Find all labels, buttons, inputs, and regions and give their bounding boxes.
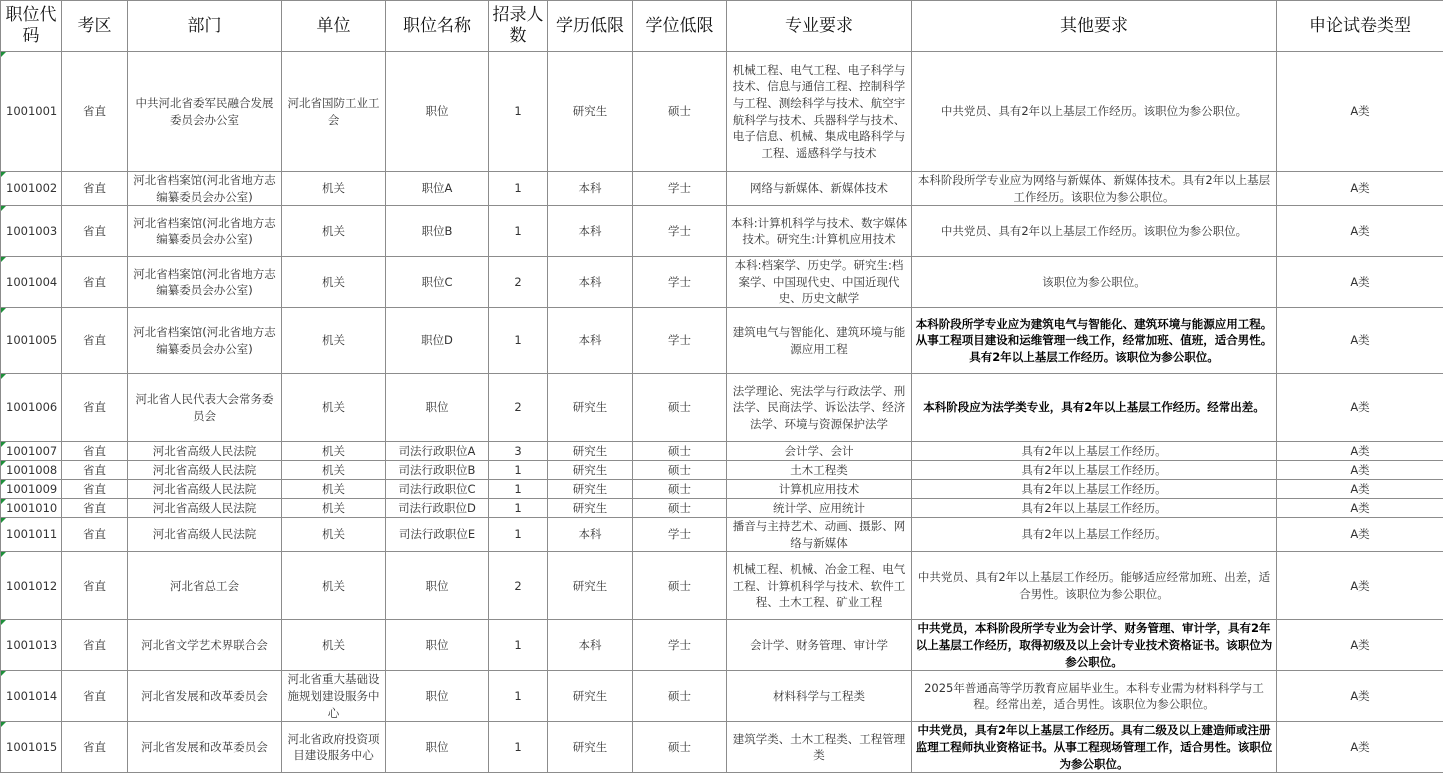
cell-edu[interactable]: 本科 [548, 518, 633, 552]
cell-area[interactable]: 省直 [62, 442, 128, 461]
table-row [1, 722, 1443, 773]
cell-pos[interactable]: 职位C [386, 257, 489, 308]
cell-unit[interactable]: 机关 [282, 461, 386, 480]
cell-dept[interactable]: 中共河北省委军民融合发展委员会办公室 [128, 52, 282, 172]
cell-other[interactable]: 中共党员、具有2年以上基层工作经历。该职位为参公职位。 [912, 206, 1277, 257]
cell-num[interactable]: 1 [489, 461, 548, 480]
cell-deg[interactable]: 学士 [633, 620, 727, 671]
table-row [1, 206, 1443, 257]
cell-unit[interactable]: 河北省国防工业工会 [282, 52, 386, 172]
cell-edu[interactable]: 本科 [548, 172, 633, 206]
table-row [1, 518, 1443, 552]
cell-dept[interactable]: 河北省档案馆(河北省地方志编纂委员会办公室) [128, 206, 282, 257]
cell-major[interactable]: 土木工程类 [727, 461, 912, 480]
cell-other[interactable]: 具有2年以上基层工作经历。 [912, 461, 1277, 480]
cell-deg[interactable]: 硕士 [633, 722, 727, 773]
cell-other[interactable]: 具有2年以上基层工作经历。 [912, 480, 1277, 499]
cell-area[interactable]: 省直 [62, 461, 128, 480]
cell-paper[interactable]: A类 [1277, 206, 1443, 257]
cell-area[interactable]: 省直 [62, 620, 128, 671]
cell-other[interactable]: 2025年普通高等学历教育应届毕业生。本科专业需为材料科学与工程。经常出差，适合男性。该职位为参公职位。 [912, 671, 1277, 722]
cell-other[interactable]: 本科阶段所学专业应为建筑电气与智能化、建筑环境与能源应用工程。从事工程项目建设和运维管理一线工作，经常加班、值班，适合男性。具有2年以上基层工作经历。该职位为参公职位。 [912, 308, 1277, 374]
cell-major[interactable]: 播音与主持艺术、动画、摄影、网络与新媒体 [727, 518, 912, 552]
cell-edu[interactable]: 研究生 [548, 499, 633, 518]
cell-unit[interactable]: 机关 [282, 308, 386, 374]
cell-major[interactable]: 计算机应用技术 [727, 480, 912, 499]
table-row [1, 442, 1443, 461]
header-major[interactable]: 专业要求 [727, 1, 912, 52]
cell-area[interactable]: 省直 [62, 374, 128, 442]
cell-other[interactable]: 本科阶段所学专业应为网络与新媒体、新媒体技术。具有2年以上基层工作经历。该职位为参公职位。 [912, 172, 1277, 206]
header-num[interactable]: 招录人数 [489, 1, 548, 52]
cell-major[interactable]: 建筑电气与智能化、建筑环境与能源应用工程 [727, 308, 912, 374]
cell-edu[interactable]: 研究生 [548, 722, 633, 773]
cell-deg[interactable]: 学士 [633, 206, 727, 257]
cell-area[interactable]: 省直 [62, 172, 128, 206]
cell-code[interactable]: 1001014 [1, 671, 62, 722]
table-row [1, 257, 1443, 308]
cell-major[interactable]: 建筑学类、土木工程类、工程管理类 [727, 722, 912, 773]
cell-deg[interactable]: 硕士 [633, 442, 727, 461]
cell-paper[interactable]: A类 [1277, 722, 1443, 773]
cell-num[interactable]: 2 [489, 552, 548, 620]
cell-code[interactable]: 1001001 [1, 52, 62, 172]
cell-pos[interactable]: 职位 [386, 52, 489, 172]
cell-edu[interactable]: 本科 [548, 308, 633, 374]
cell-num[interactable]: 1 [489, 671, 548, 722]
cell-deg[interactable]: 学士 [633, 518, 727, 552]
cell-code[interactable]: 1001007 [1, 442, 62, 461]
header-deg[interactable]: 学位低限 [633, 1, 727, 52]
cell-code[interactable]: 1001015 [1, 722, 62, 773]
table-row [1, 461, 1443, 480]
cell-num[interactable]: 2 [489, 374, 548, 442]
cell-edu[interactable]: 研究生 [548, 442, 633, 461]
header-pos[interactable]: 职位名称 [386, 1, 489, 52]
cell-unit[interactable]: 河北省重大基础设施规划建设服务中心 [282, 671, 386, 722]
cell-deg[interactable]: 硕士 [633, 52, 727, 172]
cell-code[interactable]: 1001005 [1, 308, 62, 374]
cell-num[interactable]: 1 [489, 722, 548, 773]
cell-paper[interactable]: A类 [1277, 374, 1443, 442]
cell-num[interactable]: 1 [489, 52, 548, 172]
cell-dept[interactable]: 河北省文学艺术界联合会 [128, 620, 282, 671]
cell-deg[interactable]: 硕士 [633, 461, 727, 480]
cell-code[interactable]: 1001009 [1, 480, 62, 499]
cell-dept[interactable]: 河北省高级人民法院 [128, 442, 282, 461]
cell-unit[interactable]: 机关 [282, 442, 386, 461]
cell-dept[interactable]: 河北省发展和改革委员会 [128, 671, 282, 722]
cell-major[interactable]: 会计学、会计 [727, 442, 912, 461]
cell-edu[interactable]: 研究生 [548, 552, 633, 620]
cell-other[interactable]: 具有2年以上基层工作经历。 [912, 518, 1277, 552]
cell-paper[interactable]: A类 [1277, 172, 1443, 206]
cell-unit[interactable]: 机关 [282, 499, 386, 518]
cell-area[interactable]: 省直 [62, 722, 128, 773]
cell-major[interactable]: 法学理论、宪法学与行政法学、刑法学、民商法学、诉讼法学、经济法学、环境与资源保护法学 [727, 374, 912, 442]
cell-pos[interactable]: 职位 [386, 620, 489, 671]
cell-area[interactable]: 省直 [62, 671, 128, 722]
cell-paper[interactable]: A类 [1277, 620, 1443, 671]
cell-area[interactable]: 省直 [62, 308, 128, 374]
header-paper[interactable]: 申论试卷类型 [1277, 1, 1443, 52]
header-area[interactable]: 考区 [62, 1, 128, 52]
cell-other[interactable]: 本科阶段应为法学类专业，具有2年以上基层工作经历。经常出差。 [912, 374, 1277, 442]
cell-paper[interactable]: A类 [1277, 257, 1443, 308]
cell-major[interactable]: 本科:计算机科学与技术、数字媒体技术。研究生:计算机应用技术 [727, 206, 912, 257]
cell-deg[interactable]: 学士 [633, 257, 727, 308]
cell-area[interactable]: 省直 [62, 52, 128, 172]
cell-dept[interactable]: 河北省档案馆(河北省地方志编纂委员会办公室) [128, 308, 282, 374]
cell-paper[interactable]: A类 [1277, 52, 1443, 172]
cell-paper[interactable]: A类 [1277, 480, 1443, 499]
cell-pos[interactable]: 职位 [386, 671, 489, 722]
cell-pos[interactable]: 司法行政职位A [386, 442, 489, 461]
header-other[interactable]: 其他要求 [912, 1, 1277, 52]
cell-paper[interactable]: A类 [1277, 552, 1443, 620]
cell-code[interactable]: 1001010 [1, 499, 62, 518]
cell-paper[interactable]: A类 [1277, 499, 1443, 518]
cell-dept[interactable]: 河北省高级人民法院 [128, 518, 282, 552]
table-row [1, 308, 1443, 374]
cell-unit[interactable]: 机关 [282, 172, 386, 206]
cell-deg[interactable]: 学士 [633, 172, 727, 206]
cell-area[interactable]: 省直 [62, 206, 128, 257]
cell-other[interactable]: 中共党员，本科阶段所学专业为会计学、财务管理、审计学，具有2年以上基层工作经历，取得初级及以上会计专业技术资格证书。该职位为参公职位。 [912, 620, 1277, 671]
cell-major[interactable]: 网络与新媒体、新媒体技术 [727, 172, 912, 206]
cell-num[interactable]: 1 [489, 518, 548, 552]
table-row [1, 172, 1443, 206]
cell-area[interactable]: 省直 [62, 480, 128, 499]
cell-num[interactable]: 1 [489, 172, 548, 206]
cell-deg[interactable]: 硕士 [633, 499, 727, 518]
cell-area[interactable]: 省直 [62, 518, 128, 552]
cell-edu[interactable]: 研究生 [548, 671, 633, 722]
table-row [1, 52, 1443, 172]
cell-code[interactable]: 1001006 [1, 374, 62, 442]
cell-deg[interactable]: 硕士 [633, 552, 727, 620]
cell-dept[interactable]: 河北省高级人民法院 [128, 461, 282, 480]
cell-edu[interactable]: 研究生 [548, 480, 633, 499]
cell-paper[interactable]: A类 [1277, 308, 1443, 374]
cell-paper[interactable]: A类 [1277, 518, 1443, 552]
cell-major[interactable]: 统计学、应用统计 [727, 499, 912, 518]
table-row [1, 499, 1443, 518]
cell-code[interactable]: 1001003 [1, 206, 62, 257]
cell-dept[interactable]: 河北省档案馆(河北省地方志编纂委员会办公室) [128, 257, 282, 308]
cell-deg[interactable]: 硕士 [633, 374, 727, 442]
cell-major[interactable]: 机械工程、电气工程、电子科学与技术、信息与通信工程、控制科学与工程、测绘科学与技术、航空宇航科学与技术、兵器科学与技术、电子信息、机械、集成电路科学与工程、遥感科学与技术 [727, 52, 912, 172]
cell-edu[interactable]: 本科 [548, 257, 633, 308]
cell-num[interactable]: 1 [489, 308, 548, 374]
cell-pos[interactable]: 职位 [386, 552, 489, 620]
cell-dept[interactable]: 河北省档案馆(河北省地方志编纂委员会办公室) [128, 172, 282, 206]
cell-other[interactable]: 中共党员、具有2年以上基层工作经历。能够适应经常加班、出差，适合男性。该职位为参公职位。 [912, 552, 1277, 620]
cell-pos[interactable]: 职位B [386, 206, 489, 257]
cell-num[interactable]: 2 [489, 257, 548, 308]
cell-code[interactable]: 1001011 [1, 518, 62, 552]
cell-edu[interactable]: 本科 [548, 620, 633, 671]
cell-unit[interactable]: 机关 [282, 374, 386, 442]
cell-num[interactable]: 1 [489, 206, 548, 257]
cell-num[interactable]: 1 [489, 480, 548, 499]
cell-code[interactable]: 1001012 [1, 552, 62, 620]
cell-other[interactable]: 中共党员，具有2年以上基层工作经历。具有二级及以上建造师或注册监理工程师执业资格证书。从事工程现场管理工作，适合男性。该职位为参公职位。 [912, 722, 1277, 773]
header-row [1, 1, 1443, 52]
cell-code[interactable]: 1001013 [1, 620, 62, 671]
cell-deg[interactable]: 硕士 [633, 480, 727, 499]
cell-major[interactable]: 会计学、财务管理、审计学 [727, 620, 912, 671]
cell-unit[interactable]: 机关 [282, 552, 386, 620]
table-row [1, 480, 1443, 499]
cell-pos[interactable]: 司法行政职位B [386, 461, 489, 480]
header-code[interactable]: 职位代码 [1, 1, 62, 52]
cell-edu[interactable]: 研究生 [548, 52, 633, 172]
table-row [1, 374, 1443, 442]
cell-unit[interactable]: 河北省政府投资项目建设服务中心 [282, 722, 386, 773]
cell-area[interactable]: 省直 [62, 552, 128, 620]
cell-pos[interactable]: 职位 [386, 722, 489, 773]
cell-other[interactable]: 具有2年以上基层工作经历。 [912, 442, 1277, 461]
cell-edu[interactable]: 研究生 [548, 374, 633, 442]
cell-num[interactable]: 3 [489, 442, 548, 461]
cell-major[interactable]: 材料科学与工程类 [727, 671, 912, 722]
cell-other[interactable]: 具有2年以上基层工作经历。 [912, 499, 1277, 518]
cell-area[interactable]: 省直 [62, 499, 128, 518]
table-row [1, 671, 1443, 722]
cell-unit[interactable]: 机关 [282, 518, 386, 552]
cell-dept[interactable]: 河北省高级人民法院 [128, 480, 282, 499]
header-unit[interactable]: 单位 [282, 1, 386, 52]
cell-major[interactable]: 本科:档案学、历史学。研究生:档案学、中国现代史、中国近现代史、历史文献学 [727, 257, 912, 308]
cell-unit[interactable]: 机关 [282, 257, 386, 308]
cell-edu[interactable]: 本科 [548, 206, 633, 257]
cell-dept[interactable]: 河北省人民代表大会常务委员会 [128, 374, 282, 442]
cell-other[interactable]: 该职位为参公职位。 [912, 257, 1277, 308]
table-row [1, 620, 1443, 671]
table-row [1, 552, 1443, 620]
cell-paper[interactable]: A类 [1277, 442, 1443, 461]
cell-dept[interactable]: 河北省总工会 [128, 552, 282, 620]
cell-other[interactable]: 中共党员、具有2年以上基层工作经历。该职位为参公职位。 [912, 52, 1277, 172]
cell-pos[interactable]: 职位D [386, 308, 489, 374]
cell-deg[interactable]: 学士 [633, 308, 727, 374]
cell-pos[interactable]: 司法行政职位E [386, 518, 489, 552]
cell-pos[interactable]: 职位A [386, 172, 489, 206]
cell-unit[interactable]: 机关 [282, 620, 386, 671]
cell-paper[interactable]: A类 [1277, 461, 1443, 480]
cell-unit[interactable]: 机关 [282, 480, 386, 499]
cell-paper[interactable]: A类 [1277, 671, 1443, 722]
cell-major[interactable]: 机械工程、机械、冶金工程、电气工程、计算机科学与技术、软件工程、土木工程、矿业工程 [727, 552, 912, 620]
header-dept[interactable]: 部门 [128, 1, 282, 52]
cell-pos[interactable]: 司法行政职位C [386, 480, 489, 499]
cell-code[interactable]: 1001008 [1, 461, 62, 480]
cell-unit[interactable]: 机关 [282, 206, 386, 257]
cell-edu[interactable]: 研究生 [548, 461, 633, 480]
cell-pos[interactable]: 职位 [386, 374, 489, 442]
cell-dept[interactable]: 河北省发展和改革委员会 [128, 722, 282, 773]
cell-deg[interactable]: 硕士 [633, 671, 727, 722]
cell-code[interactable]: 1001002 [1, 172, 62, 206]
cell-num[interactable]: 1 [489, 620, 548, 671]
cell-pos[interactable]: 司法行政职位D [386, 499, 489, 518]
cell-dept[interactable]: 河北省高级人民法院 [128, 499, 282, 518]
cell-num[interactable]: 1 [489, 499, 548, 518]
header-edu[interactable]: 学历低限 [548, 1, 633, 52]
cell-code[interactable]: 1001004 [1, 257, 62, 308]
cell-area[interactable]: 省直 [62, 257, 128, 308]
